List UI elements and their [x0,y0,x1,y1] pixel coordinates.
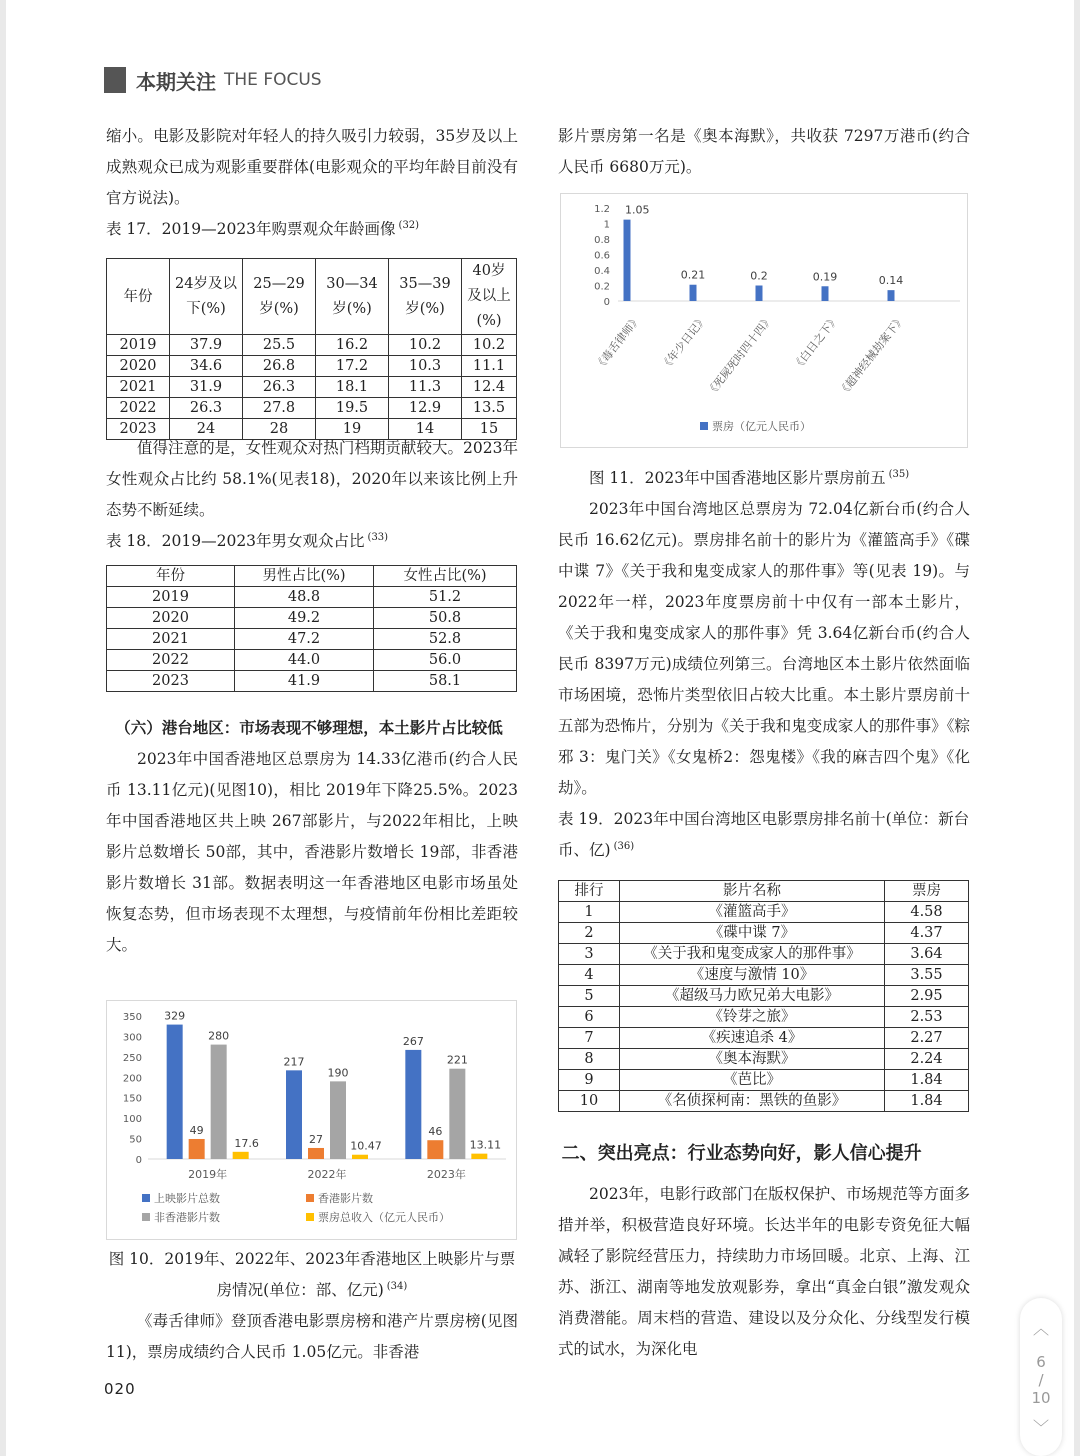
data-label: 17.6 [234,1136,259,1150]
t19-cell: 7 [559,1028,620,1049]
t19-header: 影片名称 [620,881,885,902]
bar-香港影片数 [308,1148,324,1159]
t18-cell: 50.8 [374,608,517,629]
t18-cell: 41.9 [235,671,374,692]
t19-row [559,1091,969,1112]
data-label: 49 [189,1123,204,1137]
legend-swatch [700,422,708,430]
right-column [558,121,970,183]
y-tick-label: 0.8 [594,235,610,246]
x-tick-label: 2023年 [426,1168,466,1181]
t18-cell: 52.8 [374,629,517,650]
t19-cell: 《疾速追杀 4》 [620,1028,885,1049]
y-tick-label: 300 [122,1032,142,1044]
t18-cell: 2020 [107,608,235,629]
table-18 [106,565,517,692]
t19-cell: 1 [559,902,620,923]
t17-cell: 19 [316,419,389,440]
t19-cell: 《碟中谍 7》 [620,923,885,944]
header-title-cn: 本期关注 [136,69,216,94]
t18-header: 女性占比(%) [374,566,517,587]
t18-row [107,608,517,629]
y-tick-label: 50 [129,1134,142,1146]
t19-row [559,944,969,965]
data-label: 10.47 [350,1139,382,1153]
x-tick-label: 《年少日记》 [658,312,710,373]
bar-box-office [756,286,763,302]
t17-cell: 18.1 [316,377,389,398]
t17-cell: 2023 [107,419,170,440]
t17-cell: 34.6 [170,356,243,377]
t19-header: 票房 [885,881,969,902]
t17-cell: 2022 [107,398,170,419]
t17-cell: 10.2 [462,335,517,356]
t19-cell: 《速度与激情 10》 [620,965,885,986]
section-2-heading: 二、突出亮点：行业态势向好，影人信心提升 [561,1143,922,1164]
bar-box-office [822,286,829,301]
t17-cell: 2021 [107,377,170,398]
left-paragraph-2: 值得注意的是，女性观众对热门档期贡献较大。2023年女性观众占比约 58.1%(见表18)，2020年以来该比例上升态势不断延续。 [106,439,518,519]
t18-cell: 44.0 [235,650,374,671]
left-paragraph-3: 2023年中国香港地区总票房为 14.33亿港币(约合人民币 13.11亿元)(见图10)，相比 2019年下降25.5%。2023年中国香港地区共上映 267部影片，与2022年相比，上映影片总数增长 50部，其中，香港影片数增长 19部，非香港影片数增长 31部。数据表明这一年香港地区电影市场虽处恢复态势，但市场表现不太理想，与疫情前年份相比差距较大。 [106,750,518,954]
t19-cell: 《名侦探柯南：黑铁的鱼影》 [620,1091,885,1112]
t19-row [559,965,969,986]
bar-票房总收入（亿元人民币） [352,1155,368,1159]
t19-cell: 2.53 [885,1007,969,1028]
x-tick-label: 2019年 [188,1168,228,1181]
right-column-2 [558,463,970,866]
t19-cell: 《关于我和鬼变成家人的那件事》 [620,944,885,965]
data-label: 221 [446,1053,468,1067]
data-label: 0.19 [812,270,838,284]
t17-row [107,335,517,356]
t19-row [559,986,969,1007]
t19-cell: 2.24 [885,1049,969,1070]
y-tick-label: 0.6 [594,250,610,262]
pager-total: 10 [1031,1389,1051,1407]
t18-cell: 48.8 [235,587,374,608]
t19-cell: 《超级马力欧兄弟大电影》 [620,986,885,1007]
data-label: 217 [283,1055,305,1069]
t18-cell: 47.2 [235,629,374,650]
t17-cell: 37.9 [170,335,243,356]
right-column-3 [558,1138,970,1365]
t18-cell: 2021 [107,629,235,650]
data-label: 329 [164,1009,186,1023]
t17-cell: 25.5 [243,335,316,356]
x-tick-label: 《毒舌律师》 [592,312,644,373]
bar-票房总收入（亿元人民币） [471,1154,487,1159]
t17-header: 40岁及以上(%) [462,259,517,335]
y-tick-label: 1 [603,219,610,231]
data-label: 27 [309,1132,323,1146]
table18-caption: 表 18．2019—2023年男女观众占比 $^{(33)}$ [106,531,389,550]
x-tick-label: 《超神经械劫案下》 [836,312,908,399]
legend-swatch [142,1194,150,1202]
y-tick-label: 0.2 [594,281,610,293]
t17-cell: 19.5 [316,398,389,419]
t17-row [107,377,517,398]
legend-swatch [306,1213,314,1221]
t18-cell: 2022 [107,650,235,671]
x-tick-label: 《死屍死时四十四》 [704,312,776,399]
table-17 [106,258,517,440]
t19-cell: 4 [559,965,620,986]
y-tick-label: 150 [122,1093,142,1105]
t17-cell: 10.3 [389,356,462,377]
t19-cell: 2.27 [885,1028,969,1049]
data-label: 46 [428,1125,443,1139]
t17-header: 35—39岁(%) [389,259,462,335]
data-label: 1.05 [625,203,650,217]
t17-cell: 26.3 [170,398,243,419]
header-block [104,67,126,93]
bar-非香港影片数 [330,1081,346,1159]
t17-cell: 27.8 [243,398,316,419]
legend-label: 香港影片数 [318,1192,373,1205]
y-tick-label: 200 [122,1073,142,1085]
y-tick-label: 250 [122,1052,142,1064]
t18-cell: 49.2 [235,608,374,629]
t18-cell: 51.2 [374,587,517,608]
table17-caption: 表 17．2019—2023年购票观众年龄画像 $^{(32)}$ [106,219,420,238]
bar-非香港影片数 [211,1045,227,1159]
fig11-caption: 图 11．2023年中国香港地区影片票房前五 $^{(35)}$ [589,468,910,487]
bar-box-office [624,220,631,301]
bar-票房总收入（亿元人民币） [233,1152,249,1159]
t19-row [559,1007,969,1028]
t19-cell: 8 [559,1049,620,1070]
t19-cell: 5 [559,986,620,1007]
left-column-4 [106,1244,518,1368]
pager-down-icon[interactable]: ﹀ [1032,1418,1049,1437]
t19-row [559,1028,969,1049]
legend-label: 票房总收入（亿元人民币） [318,1211,450,1224]
t17-cell: 26.8 [243,356,316,377]
t17-cell: 10.2 [389,335,462,356]
t19-row [559,1070,969,1091]
section-6-heading: （六）港台地区：市场表现不够理想，本土影片占比较低 [115,719,503,737]
t19-row [559,902,969,923]
bar-香港影片数 [189,1139,205,1159]
t17-cell: 16.2 [316,335,389,356]
y-tick-label: 350 [122,1012,142,1023]
t17-cell: 12.9 [389,398,462,419]
t19-cell: 3.64 [885,944,969,965]
y-tick-label: 100 [122,1114,142,1126]
t18-header: 年份 [107,566,235,587]
t18-row [107,671,517,692]
t18-row [107,629,517,650]
t17-header: 25—29岁(%) [243,259,316,335]
t17-cell: 11.1 [462,356,517,377]
t19-cell: 《灌篮高手》 [620,902,885,923]
t19-row [559,1049,969,1070]
t17-cell: 13.5 [462,398,517,419]
bar-上映影片总数 [167,1025,183,1159]
data-label: 190 [327,1066,349,1080]
bar-非香港影片数 [449,1069,465,1159]
t18-cell: 2019 [107,587,235,608]
t19-header: 排行 [559,881,620,902]
t17-cell: 14 [389,419,462,440]
left-column-2 [106,433,518,557]
legend-label: 票房（亿元人民币） [712,420,811,433]
t18-cell: 58.1 [374,671,517,692]
right-paragraph-3: 2023年，电影行政部门在版权保护、市场规范等方面多措并举，积极营造良好环境。长达半年的电影专资免征大幅减轻了影院经营压力，持续助力市场回暖。北京、上海、江苏、浙江、湖南等地发放观影券，拿出“真金白银”激发观众消费潜能。周末档的营造、建设以及分众化、分线型发行模式的试水，为深化电 [558,1185,970,1358]
left-column-3 [106,713,518,961]
t19-cell: 《芭比》 [620,1070,885,1091]
pager-separator: / [1038,1371,1044,1389]
bar-box-office [888,290,895,301]
t17-cell: 15 [462,419,517,440]
data-label: 0.2 [750,269,768,283]
t19-cell: 9 [559,1070,620,1091]
t17-cell: 31.9 [170,377,243,398]
t17-cell: 26.3 [243,377,316,398]
t17-row [107,398,517,419]
t19-row [559,923,969,944]
t19-cell: 4.58 [885,902,969,923]
x-tick-label: 《白日之下》 [790,312,842,373]
left-paragraph-4: 《毒舌律师》登顶香港电影票房榜和港产片票房榜(见图11)，票房成绩约合人民币 1.05亿元。非香港 [106,1312,518,1361]
table19-caption: 表 19．2023年中国台湾地区电影票房排名前十(单位：新台币、亿) $^{(36)}$ [558,810,970,859]
legend-label: 非香港影片数 [154,1211,220,1224]
t17-header: 年份 [107,259,170,335]
y-tick-label: 0.4 [594,266,610,277]
figure-11-chart [560,193,968,448]
left-column [106,121,518,245]
x-tick-label: 2022年 [307,1168,347,1181]
bar-上映影片总数 [405,1050,421,1159]
t17-cell: 11.3 [389,377,462,398]
t19-cell: 10 [559,1091,620,1112]
right-paragraph-2: 2023年中国台湾地区总票房为 72.04亿新台币(约合人民币 16.62亿元)。票房排名前十的影片为《灌篮高手》《碟中谍 7》《关于我和鬼变成家人的那件事》等(见表 19)。与 2022年一样，2023年度票房前十中仅有一部本土影片，《关于我和鬼变成家人的那件事》凭 3.64亿新台币(约合人民币 8397万元)成绩位列第三。台湾地区本土影片依然面临市场困境，恐怖片类型依旧占较大比重。本土影片票房前十五部为恐怖片，分别为《关于我和鬼变成家人的那件事》《粽邪 3：鬼门关》《女鬼桥2：怨鬼楼》《我的麻吉四个鬼》《化劫》。 [558,500,970,797]
legend-swatch [142,1213,150,1221]
bar-box-office [690,285,697,301]
t19-cell: 2.95 [885,986,969,1007]
t19-cell: 6 [559,1007,620,1028]
data-label: 0.14 [878,274,904,288]
t17-cell: 2020 [107,356,170,377]
header-title-en: THE FOCUS [224,70,322,90]
t19-cell: 2 [559,923,620,944]
t18-cell: 56.0 [374,650,517,671]
t18-row [107,587,517,608]
t17-row [107,356,517,377]
data-label: 13.11 [469,1138,502,1152]
data-label: 267 [402,1034,424,1048]
t17-header: 30—34岁(%) [316,259,389,335]
y-tick-label: 1.2 [594,204,610,215]
y-tick-label: 0 [135,1155,142,1166]
t17-cell: 12.4 [462,377,517,398]
t17-cell: 24 [170,419,243,440]
t18-row [107,650,517,671]
t17-cell: 2019 [107,335,170,356]
y-tick-label: 0 [603,297,610,308]
pager-current: 6 [1036,1353,1046,1371]
left-paragraph-1: 缩小。电影及影院对年轻人的持久吸引力较弱，35岁及以上成熟观众已成为观影重要群体(电影观众的平均年龄目前没有官方说法)。 [106,127,518,207]
t19-cell: 1.84 [885,1070,969,1091]
t17-cell: 17.2 [316,356,389,377]
t19-cell: 1.84 [885,1091,969,1112]
t19-cell: 4.37 [885,923,969,944]
t19-cell: 3 [559,944,620,965]
legend-swatch [306,1194,314,1202]
pager-up-icon[interactable]: ︿ [1032,1319,1049,1338]
right-paragraph-1: 影片票房第一名是《奥本海默》，共收获 7297万港币(约合人民币 6680万元)。 [558,127,970,176]
bar-香港影片数 [427,1140,443,1159]
t18-header: 男性占比(%) [235,566,374,587]
legend-label: 上映影片总数 [154,1192,220,1205]
t18-cell: 2023 [107,671,235,692]
t19-cell: 3.55 [885,965,969,986]
figure-10-chart [106,1000,517,1240]
t17-header: 24岁及以下(%) [170,259,243,335]
t17-cell: 28 [243,419,316,440]
t19-cell: 《铃芽之旅》 [620,1007,885,1028]
bar-上映影片总数 [286,1070,302,1159]
page-number: 020 [104,1380,136,1398]
data-label: 280 [208,1029,230,1043]
fig10-caption: 图 10．2019年、2022年、2023年香港地区上映影片与票房情况(单位：部、亿元) $^{(34)}$ [108,1250,516,1299]
data-label: 0.21 [680,268,706,282]
page-navigator[interactable] [1020,1298,1062,1456]
t19-cell: 《奥本海默》 [620,1049,885,1070]
table-19 [558,880,969,1112]
page-header [104,66,322,94]
